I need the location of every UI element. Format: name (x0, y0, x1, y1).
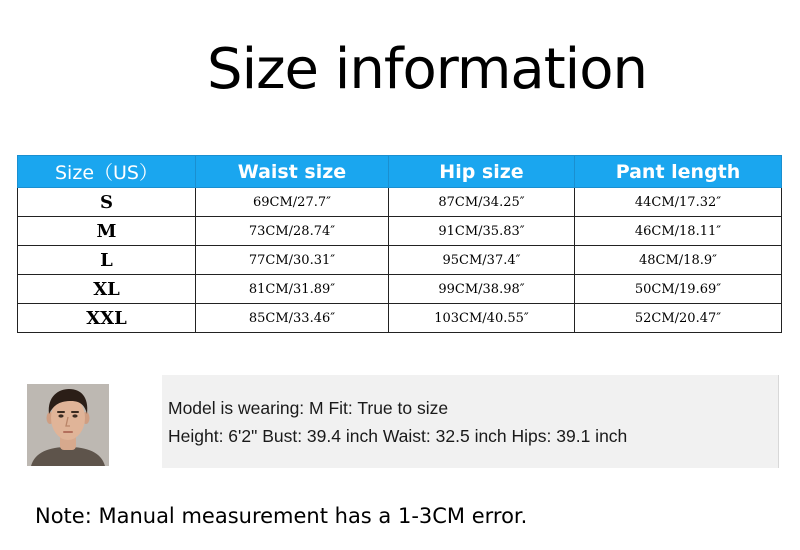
length-cell: 44CM/17.32″ (575, 188, 782, 217)
length-cell: 48CM/18.9″ (575, 246, 782, 275)
header-hip: Hip size (389, 156, 575, 188)
table-row (18, 275, 782, 304)
size-cell: XL (18, 275, 196, 304)
header-waist: Waist size (196, 156, 389, 188)
model-photo (27, 384, 109, 466)
model-info-box (162, 375, 779, 468)
hip-cell: 87CM/34.25″ (389, 188, 575, 217)
hip-cell: 103CM/40.55″ (389, 304, 575, 333)
table-row (18, 217, 782, 246)
table-row (18, 188, 782, 217)
table-header-row (18, 156, 782, 188)
header-size: Size（US） (18, 156, 196, 188)
length-cell: 52CM/20.47″ (575, 304, 782, 333)
waist-cell: 73CM/28.74″ (196, 217, 389, 246)
size-cell: L (18, 246, 196, 275)
page-title: Size information (207, 37, 647, 102)
table-row (18, 304, 782, 333)
hip-cell: 99CM/38.98″ (389, 275, 575, 304)
size-cell: XXL (18, 304, 196, 333)
measurement-note: Note: Manual measurement has a 1-3CM error. (35, 504, 528, 528)
waist-cell: 85CM/33.46″ (196, 304, 389, 333)
size-cell: M (18, 217, 196, 246)
model-portrait-icon (27, 384, 109, 466)
length-cell: 50CM/19.69″ (575, 275, 782, 304)
model-wearing-text: Model is wearing: M Fit: True to size (168, 398, 449, 418)
waist-cell: 69CM/27.7″ (196, 188, 389, 217)
size-cell: S (18, 188, 196, 217)
waist-cell: 77CM/30.31″ (196, 246, 389, 275)
header-length: Pant length (575, 156, 782, 188)
length-cell: 46CM/18.11″ (575, 217, 782, 246)
table-row (18, 246, 782, 275)
hip-cell: 91CM/35.83″ (389, 217, 575, 246)
model-measurements-text: Height: 6'2" Bust: 39.4 inch Waist: 32.5 inch Hips: 39.1 inch (168, 426, 628, 446)
size-table (17, 155, 782, 333)
hip-cell: 95CM/37.4″ (389, 246, 575, 275)
waist-cell: 81CM/31.89″ (196, 275, 389, 304)
